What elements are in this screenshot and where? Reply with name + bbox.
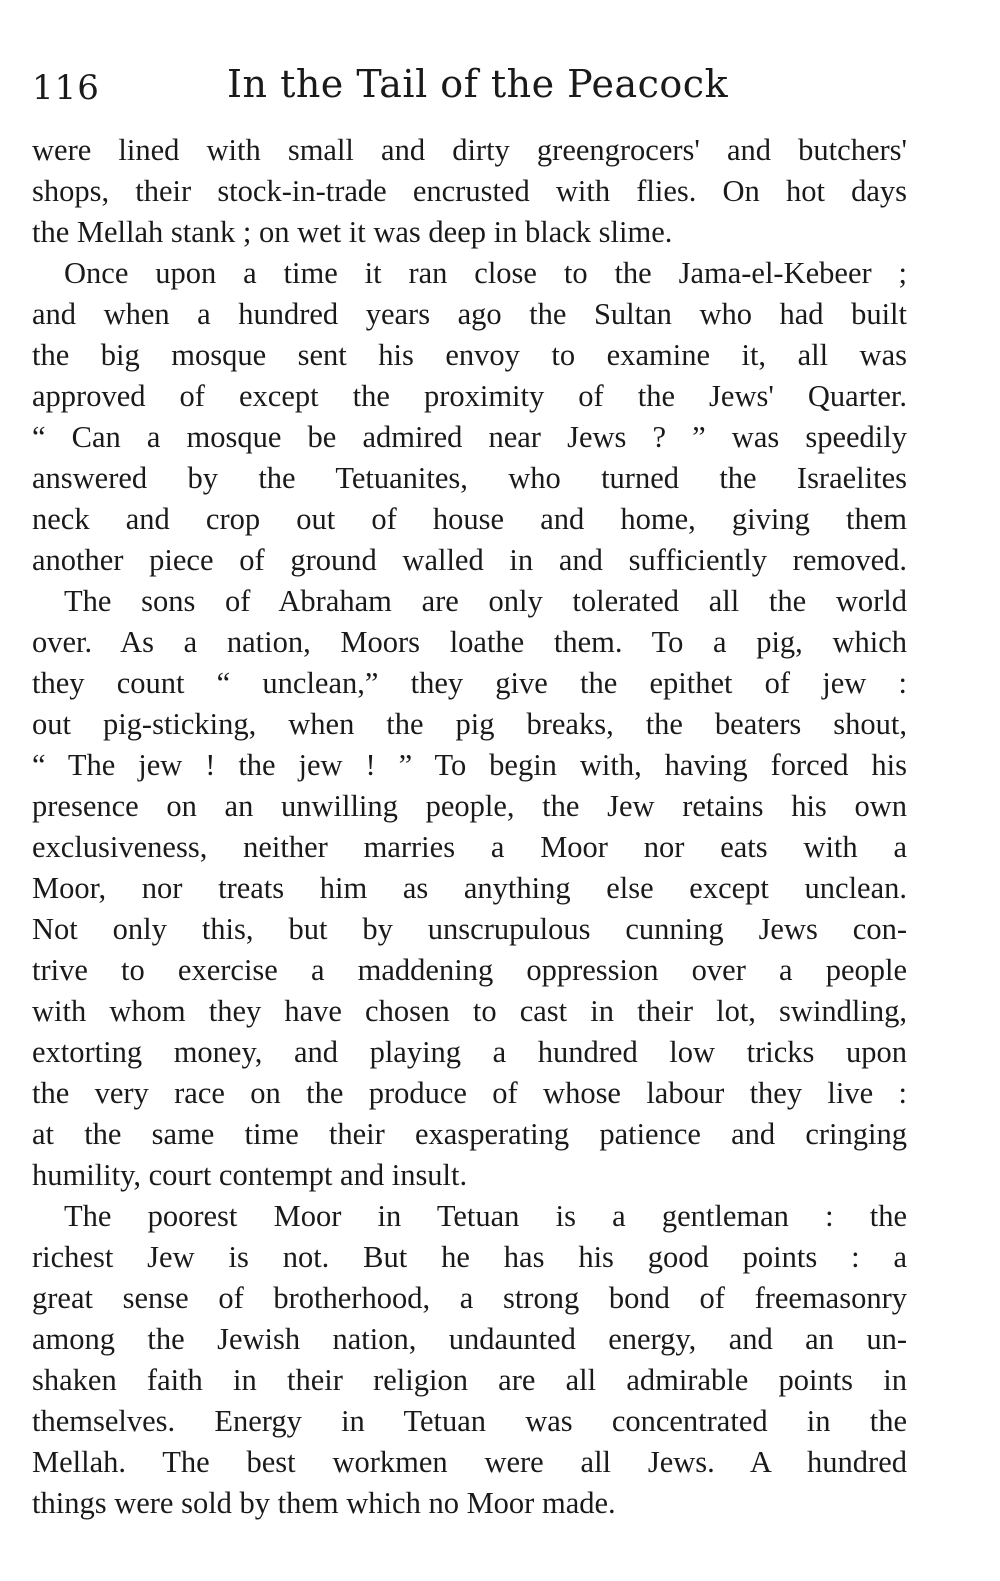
text-line: approved of except the proximity of the Jews' Quarter.: [32, 379, 907, 413]
text-line: themselves. Energy in Tetuan was concentrated in the: [32, 1404, 907, 1438]
text-line: among the Jewish nation, undaunted energy, and an un-: [32, 1322, 907, 1356]
text-line: the very race on the produce of whose labour they live :: [32, 1076, 907, 1110]
text-line: answered by the Tetuanites, who turned the Israelites: [32, 461, 907, 495]
text-line: shaken faith in their religion are all admirable points in: [32, 1363, 907, 1397]
text-line: exclusiveness, neither marries a Moor nor eats with a: [32, 830, 907, 864]
body-text: [32, 130, 907, 1524]
text-line: The sons of Abraham are only tolerated all the world: [64, 584, 907, 618]
text-line: The poorest Moor in Tetuan is a gentleman : the: [64, 1199, 907, 1233]
text-line: humility, court contempt and insult.: [32, 1158, 468, 1192]
text-line: extorting money, and playing a hundred low tricks upon: [32, 1035, 907, 1069]
text-line: they count “ unclean,” they give the epithet of jew :: [32, 666, 907, 700]
text-line: “ The jew ! the jew ! ” To begin with, having forced his: [32, 748, 907, 782]
text-line: presence on an unwilling people, the Jew retains his own: [32, 789, 907, 823]
text-line: another piece of ground walled in and sufficiently removed.: [32, 543, 907, 577]
text-line: Once upon a time it ran close to the Jama-el-Kebeer ;: [64, 256, 907, 290]
text-line: over. As a nation, Moors loathe them. To a pig, which: [32, 625, 907, 659]
text-line: trive to exercise a maddening oppression over a people: [32, 953, 907, 987]
text-line: Mellah. The best workmen were all Jews. A hundred: [32, 1445, 907, 1479]
text-line: at the same time their exasperating patience and cringing: [32, 1117, 907, 1151]
page-number: 116: [32, 68, 100, 108]
text-line: the Mellah stank ; on wet it was deep in black slime.: [32, 215, 673, 249]
text-line: and when a hundred years ago the Sultan who had built: [32, 297, 907, 331]
page-header: [32, 62, 912, 122]
text-line: the big mosque sent his envoy to examine it, all was: [32, 338, 907, 372]
text-line: Not only this, but by unscrupulous cunning Jews con-: [32, 912, 907, 946]
text-line: were lined with small and dirty greengrocers' and butchers': [32, 133, 907, 167]
running-title: In the Tail of the Peacock: [227, 62, 729, 106]
text-line: Moor, nor treats him as anything else except unclean.: [32, 871, 907, 905]
text-line: richest Jew is not. But he has his good points : a: [32, 1240, 907, 1274]
text-line: great sense of brotherhood, a strong bond of freemasonry: [32, 1281, 907, 1315]
text-line: with whom they have chosen to cast in their lot, swindling,: [32, 994, 907, 1028]
text-line: out pig-sticking, when the pig breaks, the beaters shout,: [32, 707, 907, 741]
text-line: neck and crop out of house and home, giving them: [32, 502, 907, 536]
text-line: “ Can a mosque be admired near Jews ? ” was speedily: [32, 420, 907, 454]
text-line: things were sold by them which no Moor made.: [32, 1486, 616, 1520]
text-line: shops, their stock-in-trade encrusted with flies. On hot days: [32, 174, 907, 208]
